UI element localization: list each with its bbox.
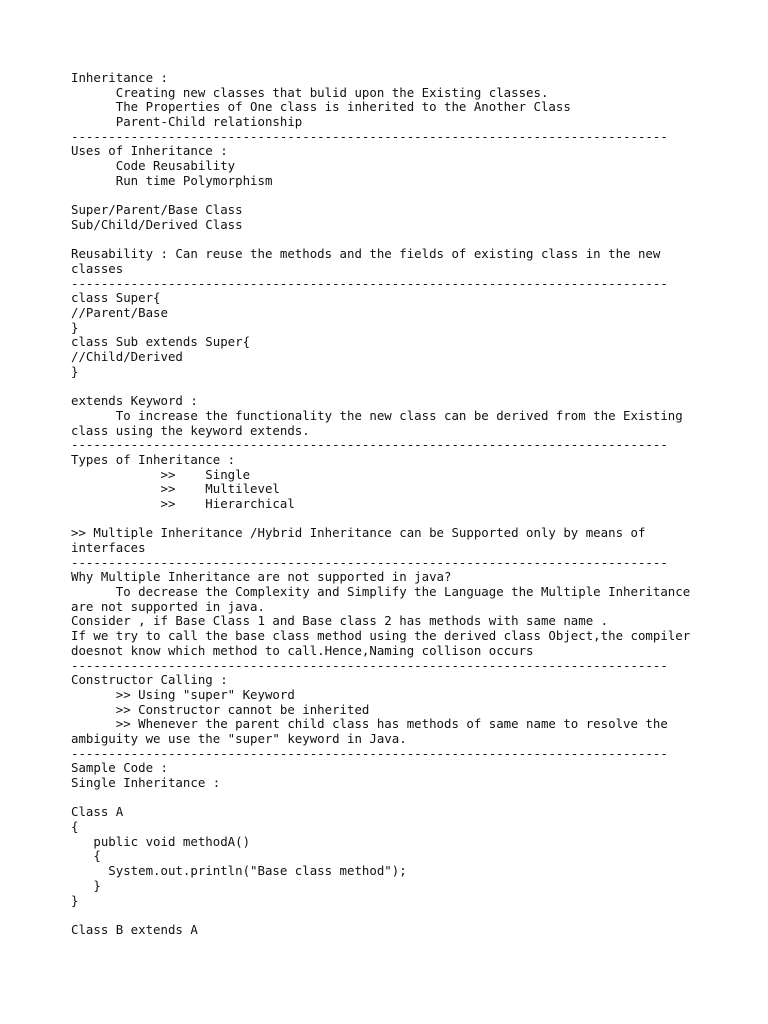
text-line: //Parent/Base	[71, 305, 168, 320]
text-line: interfaces	[71, 540, 146, 555]
text-line: To decrease the Complexity and Simplify the Language the Multiple Inheritance	[71, 584, 691, 600]
divider-line: --------------------------------------------------------------------------------	[71, 128, 668, 144]
text-line: }	[71, 363, 79, 379]
text-line: >> Hierarchical	[71, 495, 295, 511]
blank-line	[71, 233, 711, 248]
text-line: >> Constructor cannot be inherited	[71, 701, 370, 717]
text-line: {	[71, 819, 79, 835]
text-line: Code Reusability	[71, 158, 236, 174]
text-line: Reusability : Can reuse the methods and the fields of existing class in the new	[71, 246, 661, 262]
text-line: public void methodA()	[71, 833, 251, 849]
text-line: Super/Parent/Base Class	[71, 202, 243, 218]
text-line: The Properties of One class is inherited to the Another Class	[71, 99, 571, 115]
text-line: class Super{	[71, 290, 161, 306]
blank-line	[71, 379, 711, 394]
text-line: {	[71, 848, 101, 864]
text-line: Sample Code :	[71, 760, 168, 776]
text-line: extends Keyword :	[71, 393, 198, 409]
text-line: Single Inheritance :	[71, 775, 221, 790]
text-line: Why Multiple Inheritance are not supported in java?	[71, 569, 452, 585]
text-line: >> Whenever the parent child class has methods of same name to resolve the	[71, 716, 668, 732]
text-line: }	[71, 892, 79, 908]
text-line: If we try to call the base class method using the derived class Object,the compiler	[71, 628, 691, 644]
text-line: Parent-Child relationship	[71, 114, 303, 130]
text-line: Sub/Child/Derived Class	[71, 216, 243, 232]
divider-line: --------------------------------------------------------------------------------	[71, 745, 668, 761]
divider-line: --------------------------------------------------------------------------------	[71, 554, 668, 570]
text-line: Creating new classes that bulid upon the Existing classes.	[71, 84, 549, 100]
divider-line: --------------------------------------------------------------------------------	[71, 437, 668, 453]
text-line: are not supported in java.	[71, 598, 265, 614]
text-line: ambiguity we use the "super" keyword in Java.	[71, 730, 407, 746]
text-line: Uses of Inheritance :	[71, 143, 228, 159]
text-line: >> Single	[71, 466, 251, 482]
blank-line	[71, 512, 711, 527]
blank-line	[71, 189, 711, 204]
text-line: Inheritance :	[71, 70, 168, 85]
blank-line	[71, 791, 711, 806]
divider-line: --------------------------------------------------------------------------------	[71, 657, 668, 673]
text-line: doesnot know which method to call.Hence,Naming collison occurs	[71, 642, 534, 658]
document-page	[71, 71, 711, 938]
text-line: >> Using "super" Keyword	[71, 686, 295, 702]
text-line: Constructor Calling :	[71, 672, 228, 688]
text-line: Class A	[71, 804, 124, 820]
text-line: System.out.println("Base class method");	[71, 863, 407, 879]
text-line: }	[71, 877, 101, 893]
text-line: }	[71, 319, 79, 335]
text-line: Class B extends A	[71, 921, 198, 937]
text-line: Run time Polymorphism	[71, 172, 273, 188]
divider-line: --------------------------------------------------------------------------------	[71, 275, 668, 291]
text-line: >> Multiple Inheritance /Hybrid Inheritance can be Supported only by means of	[71, 525, 646, 541]
text-line: class Sub extends Super{	[71, 334, 251, 350]
blank-line	[71, 908, 711, 923]
text-line: >> Multilevel	[71, 481, 280, 497]
text-line: Consider , if Base Class 1 and Base class 2 has methods with same name .	[71, 613, 609, 629]
text-line: To increase the functionality the new class can be derived from the Existing	[71, 407, 683, 423]
text-line: classes	[71, 260, 124, 276]
text-line: Types of Inheritance :	[71, 451, 236, 467]
text-line: class using the keyword extends.	[71, 422, 310, 438]
text-line: //Child/Derived	[71, 349, 183, 365]
